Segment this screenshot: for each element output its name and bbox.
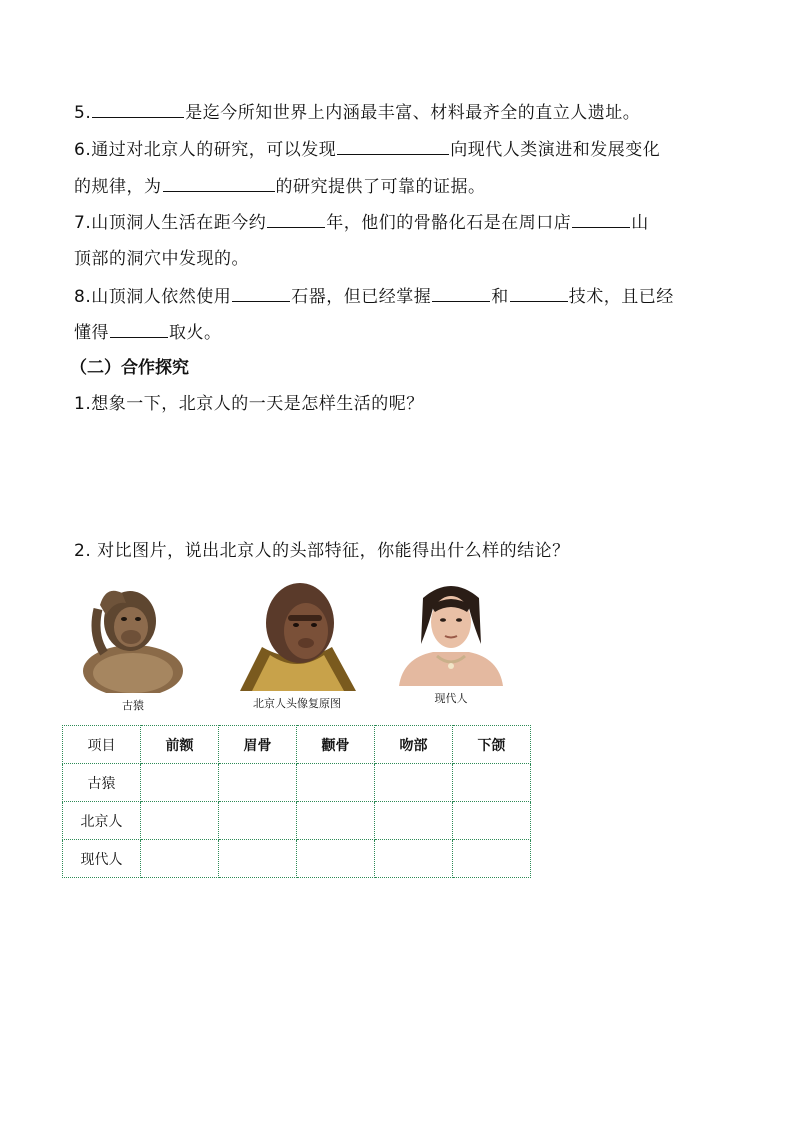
question-text: 是迄今所知世界上内涵最丰富、材料最齐全的直立人遗址。 [185,103,641,123]
comparison-table [62,725,531,878]
header-cell: 眉骨 [219,726,297,764]
inquiry-question-2: 2. 对比图片，说出北京人的头部特征，你能得出什么样的结论？ [74,541,570,561]
header-cell: 项目 [63,726,141,764]
header-cell: 下颌 [453,726,531,764]
question-text: 懂得 [74,323,109,343]
answer-cell[interactable] [297,802,375,840]
answer-blank[interactable] [572,211,630,228]
modern-human-caption: 现代人 [434,692,468,705]
peking-man-image [232,575,362,691]
table-row [63,840,531,878]
table-header-row [63,726,531,764]
question-number: 5. [74,103,92,123]
question-text: 技术，且已经 [568,287,674,307]
inquiry-question-1: 1.想象一下，北京人的一天是怎样生活的呢？ [74,394,424,414]
answer-cell[interactable] [375,802,453,840]
header-cell: 颧骨 [297,726,375,764]
answer-blank[interactable] [110,321,168,338]
row-label: 北京人 [63,802,141,840]
question-text: 取火。 [169,323,222,343]
answer-cell[interactable] [219,802,297,840]
question-6-line-1 [74,135,660,160]
question-text: 石器，但已经掌握 [291,287,432,307]
ape-figure [78,575,188,713]
answer-cell[interactable] [453,764,531,802]
question-text: 向现代人类演进和发展变化 [450,140,661,160]
answer-cell[interactable] [141,840,219,878]
ape-caption: 古猿 [122,699,144,712]
question-text: 6.通过对北京人的研究，可以发现 [74,140,337,160]
question-text: 顶部的洞穴中发现的。 [74,249,249,269]
question-text: 7.山顶洞人生活在距今约 [74,213,267,233]
question-6-line-2 [74,172,486,197]
answer-cell[interactable] [141,764,219,802]
question-8-line-2 [74,318,222,343]
modern-human-figure [393,578,509,706]
answer-blank[interactable] [267,211,325,228]
row-label: 古猿 [63,764,141,802]
question-5 [74,98,640,123]
answer-cell[interactable] [453,802,531,840]
answer-blank[interactable] [232,285,290,302]
answer-blank[interactable] [432,285,490,302]
modern-human-image [393,578,509,686]
table-row [63,802,531,840]
answer-blank[interactable] [337,138,449,155]
question-text: 的研究提供了可靠的证据。 [275,177,486,197]
question-text: 8.山顶洞人依然使用 [74,287,232,307]
question-text: 和 [491,287,509,307]
answer-blank[interactable] [163,175,275,192]
answer-blank[interactable] [92,101,184,118]
section-heading: （二）合作探究 [70,358,189,378]
header-cell: 吻部 [375,726,453,764]
answer-cell[interactable] [219,840,297,878]
header-cell: 前额 [141,726,219,764]
question-7-line-2 [74,244,249,269]
row-label: 现代人 [63,840,141,878]
table-row [63,764,531,802]
answer-cell[interactable] [375,840,453,878]
question-text: 的规律，为 [74,177,162,197]
answer-cell[interactable] [375,764,453,802]
question-8-line-1 [74,282,674,307]
ape-image [78,575,188,693]
answer-cell[interactable] [297,840,375,878]
answer-cell[interactable] [297,764,375,802]
answer-cell[interactable] [453,840,531,878]
answer-blank[interactable] [510,285,568,302]
peking-man-figure [232,575,362,711]
answer-cell[interactable] [141,802,219,840]
question-text: 山 [631,213,649,233]
peking-man-caption: 北京人头像复原图 [253,697,341,710]
question-text: 年，他们的骨骼化石是在周口店 [326,213,572,233]
answer-cell[interactable] [219,764,297,802]
question-7-line-1 [74,208,649,233]
